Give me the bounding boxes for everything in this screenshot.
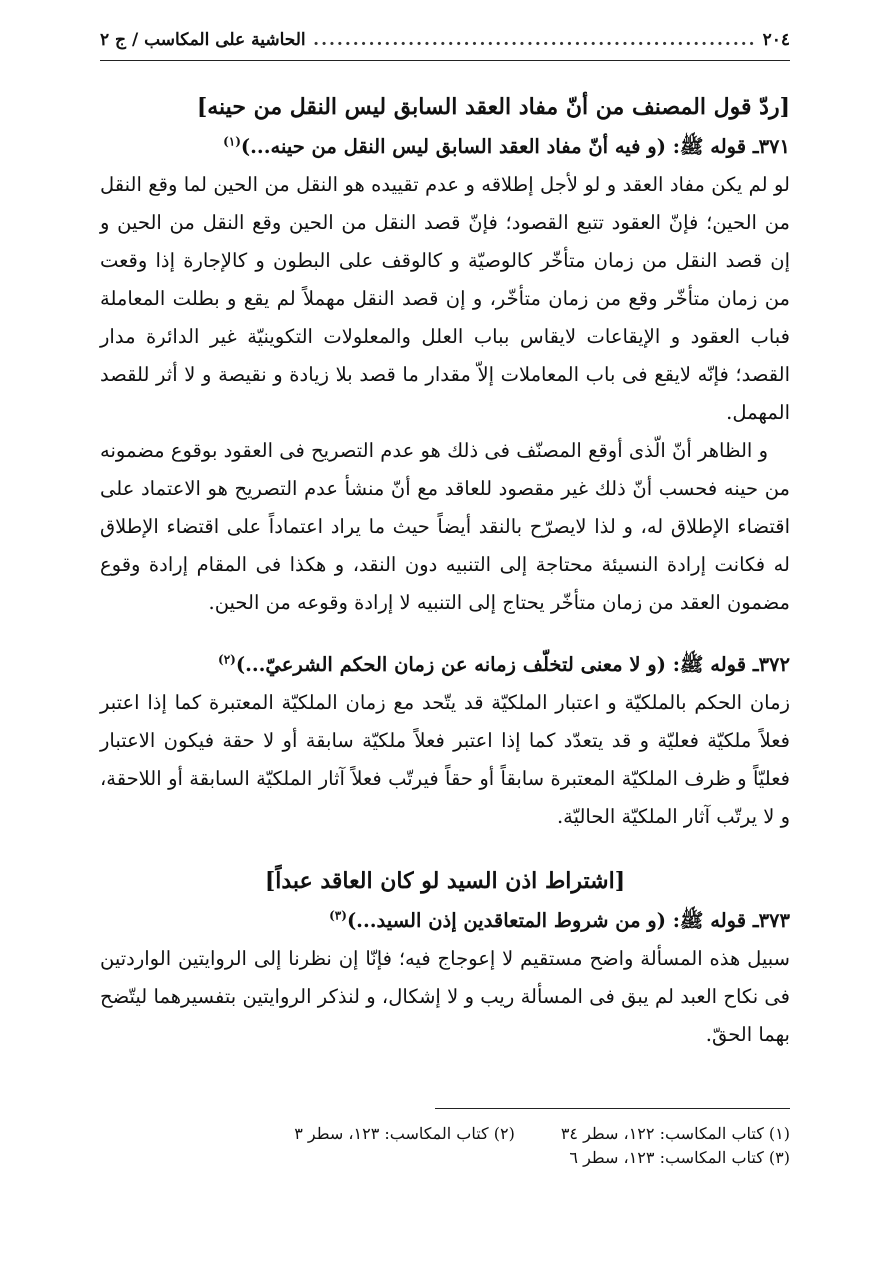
footnote-1: (١) كتاب المكاسب: ١٢٢، سطر ٣٤ xyxy=(560,1124,790,1143)
item-372-text: ٣٧٢ـ قوله ﷺ: (و لا معنى لتخلّف زمانه عن زمان الحكم الشرعيّ...) xyxy=(235,653,790,676)
header-leader-dots xyxy=(312,30,757,50)
spacer xyxy=(100,622,790,646)
item-371-paragraph-1: لو لم يكن مفاد العقد و لو لأجل إطلاقه و عدم تقييده هو النقل من الحين لما وقع النقل من الحين؛ فإنّ العقود تتبع القصود؛ فإنّ قصد النقل من الحين وقع النقل من الحين و إن قصد النقل من زمان متأخّر كالوصيّة و كالوقف على البطون و كالإجارة إذا وقعت من زمان متأخّر وقع من زمان متأخّر، و إن قصد النقل مهملاً لم يقع و بطلت المعاملة فباب العقود و الإيقاعات لايقاس بباب العلل والمعلولات التكوينيّة غير الدائرة مدار القصد؛ فإنّه لايقع فى باب المعاملات إلاّ مقدار ما قصد بلا زيادة و نقيصة و لا أثر للقصد المهمل. xyxy=(100,173,790,424)
footnotes xyxy=(100,1122,790,1170)
item-372-paragraph-1: زمان الحكم بالملكيّة و اعتبار الملكيّة قد يتّحد مع زمان الملكيّة المعتبرة كما إذا اعتبر فعلاً ملكيّة فعليّة و قد يتعدّد كما إذا اعتبر فعلاً ملكيّة سابقة أو لا حقة فيكون الاعتبار فعليّاً و ظرف الملكيّة المعتبرة سابقاً أو حقاً فيرتّب فعلاً آثار الملكيّة السابقة أو اللاحقة، و لا يرتّب آثار الملكيّة الحاليّة. xyxy=(100,691,790,828)
header-divider xyxy=(100,60,790,61)
section-title-3: [اشتراط اذن السيد لو كان العاقد عبداً] xyxy=(264,868,626,894)
page-body xyxy=(100,86,790,1054)
footnote-row-1 xyxy=(100,1122,790,1146)
item-372-heading xyxy=(100,646,790,684)
page-number: ٢٠٤ xyxy=(762,30,790,50)
footnote-2: (٢) كتاب المكاسب: ١٢٣، سطر ٣ xyxy=(294,1124,515,1143)
spacer xyxy=(100,836,790,860)
footnote-3: (٣) كتاب المكاسب: ١٢٣، سطر ٦ xyxy=(569,1148,790,1167)
footnote-mark-1: (١) xyxy=(223,134,241,149)
item-373-heading xyxy=(100,902,790,940)
running-title: الحاشية على المكاسب / ج ٢ xyxy=(100,30,306,50)
footnote-divider xyxy=(435,1108,790,1109)
footnote-mark-3: (٣) xyxy=(329,908,347,923)
footnote-mark-2: (٢) xyxy=(218,652,236,667)
item-373-paragraph-1: سبيل هذه المسألة واضح مستقيم لا إعوجاج فيه؛ فإنّا إن نظرنا إلى الروايتين الواردتين فى نكاح العبد لم يبق فى المسألة ريب و لا إشكال، و لنذكر الروايتين بتفسيرهما ليتّضح بهما الحقّ. xyxy=(100,947,790,1046)
item-373-text: ٣٧٣ـ قوله ﷺ: (و من شروط المتعاقدين إذن السيد...) xyxy=(346,909,790,932)
item-371-text: ٣٧١ـ قوله ﷺ: (و فيه أنّ مفاد العقد السابق ليس النقل من حينه...) xyxy=(240,135,790,158)
section-title-1: [ردّ قول المصنف من أنّ مفاد العقد السابق ليس النقل من حينه] xyxy=(196,94,790,120)
item-371-heading xyxy=(100,128,790,166)
item-371-paragraph-2: و الظاهر أنّ الّذى أوقع المصنّف فى ذلك هو عدم التصريح فى العقود بوقوع مضمونه من حينه فحسب أنّ ذلك غير مقصود للعاقد مع أنّ منشأ عدم التصريح هو الاعتماد على اقتضاء الإطلاق له، و لذا لايصرّح بالنقد أيضاً حيث ما يراد اعتماداً على اقتضاء الإطلاق له فكانت إرادة النسيئة محتاجة إلى التنبيه دون النقد، و هكذا فى المقام إرادة وقوع مضمون العقد من زمان متأخّر يحتاج إلى التنبيه لا إرادة وقوعه من الحين. xyxy=(100,439,790,614)
running-header xyxy=(100,30,790,50)
